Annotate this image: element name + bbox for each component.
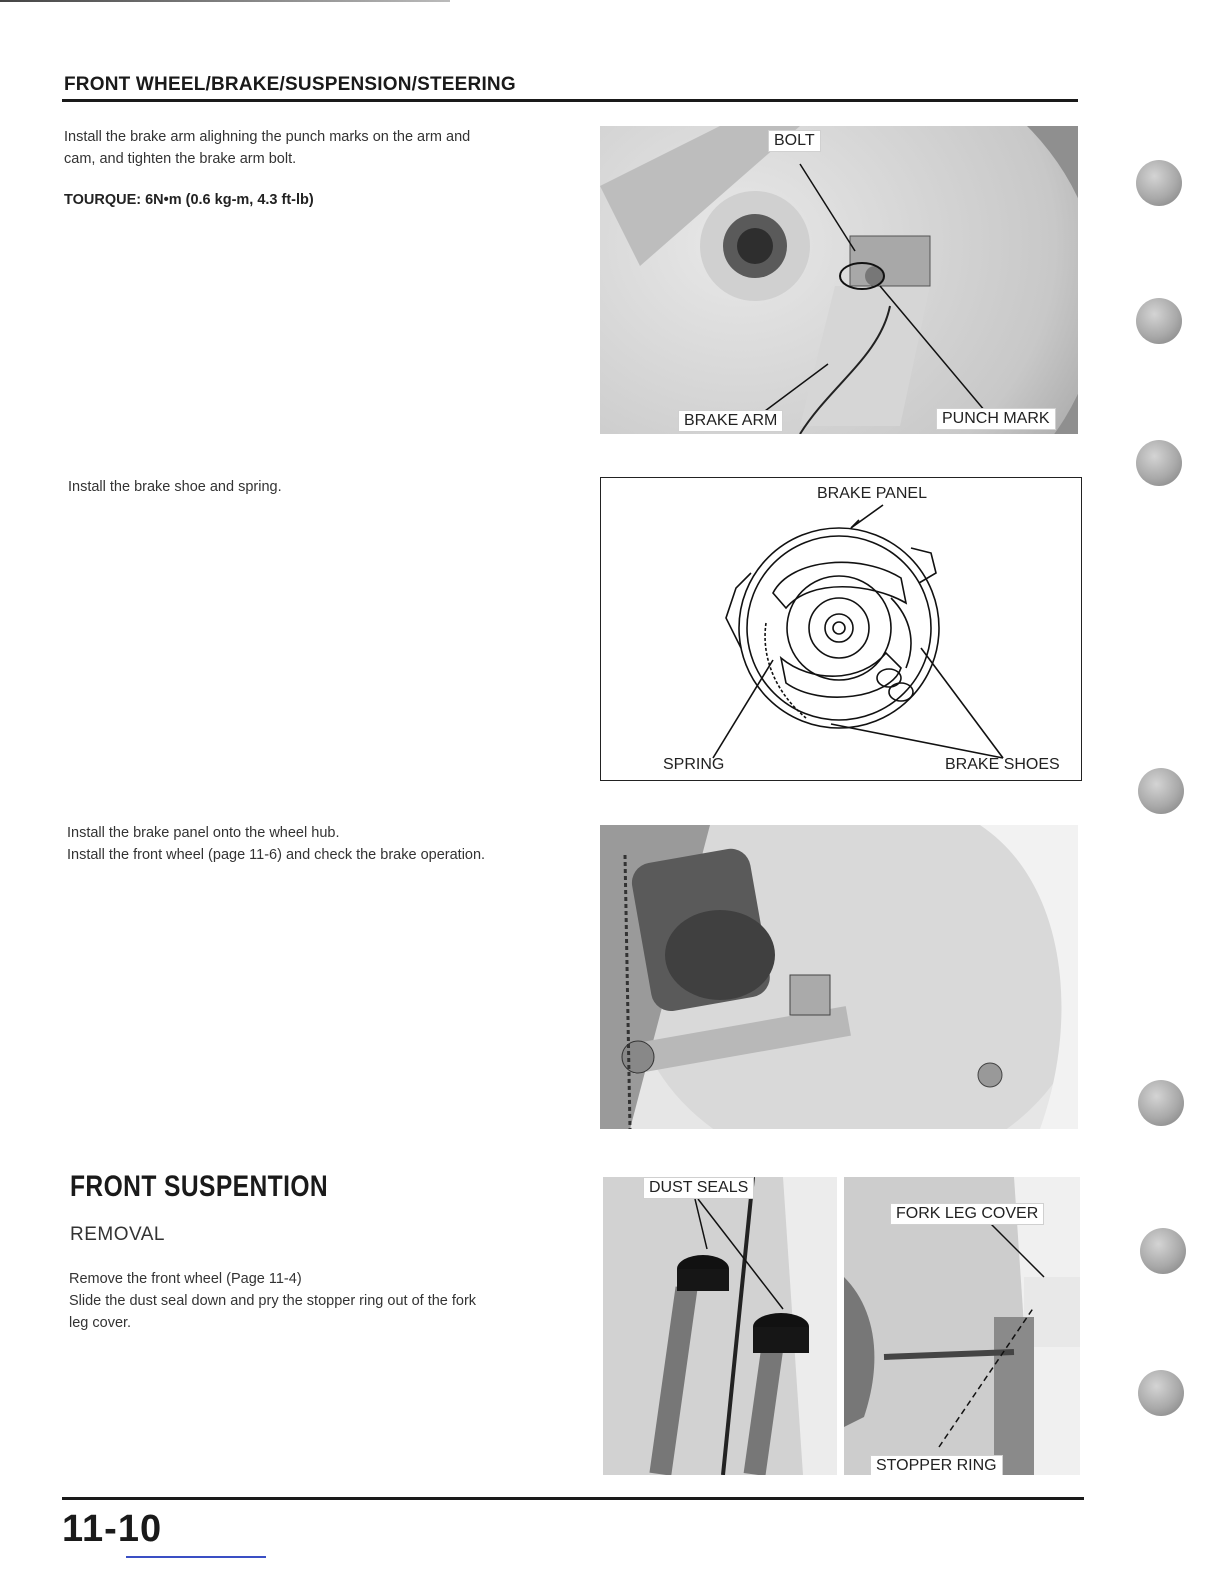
label-brake-shoes: BRAKE SHOES xyxy=(945,756,1060,773)
index-tab-1 xyxy=(1136,160,1182,206)
index-tab-2 xyxy=(1136,298,1182,344)
index-tab-4 xyxy=(1138,768,1184,814)
page-number: 11-10 xyxy=(62,1508,163,1550)
index-tab-3 xyxy=(1136,440,1182,486)
section-title: FRONT SUSPENTION xyxy=(70,1170,329,1203)
removal-line1: Remove the front wheel (Page 11-4) xyxy=(69,1271,302,1287)
step3-line2: Install the front wheel (page 11-6) and check the brake operation. xyxy=(67,847,486,863)
step1-line2: cam, and tighten the brake arm bolt. xyxy=(64,151,297,167)
brake-panel-line-art xyxy=(601,478,1081,780)
step3-text xyxy=(67,822,587,866)
label-bolt: BOLT xyxy=(768,130,821,152)
dust-seals-illustration xyxy=(603,1177,837,1475)
removal-text xyxy=(69,1268,589,1334)
brake-panel-diagram xyxy=(600,477,1082,781)
header-rule xyxy=(62,99,1078,102)
index-tab-7 xyxy=(1138,1370,1184,1416)
torque-spec: TOURQUE: 6N•m (0.6 kg-m, 4.3 ft-lb) xyxy=(64,192,314,208)
dust-seals-photo xyxy=(603,1177,837,1475)
page-header-title: FRONT WHEEL/BRAKE/SUSPENSION/STEERING xyxy=(64,74,516,95)
label-brake-panel: BRAKE PANEL xyxy=(817,485,927,502)
brake-panel-installed-photo xyxy=(600,825,1078,1129)
brake-arm-photo xyxy=(600,126,1078,434)
label-fork-leg-cover: FORK LEG COVER xyxy=(890,1203,1044,1225)
bottom-accent-line xyxy=(126,1556,266,1558)
label-brake-arm: BRAKE ARM xyxy=(678,410,783,432)
footer-rule xyxy=(62,1497,1084,1500)
removal-line3: leg cover. xyxy=(69,1315,132,1331)
subsection-title: REMOVAL xyxy=(70,1224,166,1245)
label-spring: SPRING xyxy=(663,756,725,773)
index-tab-5 xyxy=(1138,1080,1184,1126)
step1-line1: Install the brake arm alighning the punch marks on the arm and xyxy=(64,129,471,145)
top-edge-rule xyxy=(0,0,450,2)
brake-panel-installed-illustration xyxy=(600,825,1078,1129)
step2-text: Install the brake shoe and spring. xyxy=(68,479,282,495)
fork-leg-cover-photo xyxy=(844,1177,1080,1475)
step1-text xyxy=(64,126,584,170)
label-dust-seals: DUST SEALS xyxy=(643,1177,754,1199)
step3-line1: Install the brake panel onto the wheel hub. xyxy=(67,825,340,841)
index-tab-6 xyxy=(1140,1228,1186,1274)
label-stopper-ring: STOPPER RING xyxy=(870,1455,1003,1475)
brake-arm-illustration xyxy=(600,126,1078,434)
removal-line2: Slide the dust seal down and pry the stopper ring out of the fork xyxy=(69,1293,477,1309)
label-punch-mark: PUNCH MARK xyxy=(936,408,1056,430)
